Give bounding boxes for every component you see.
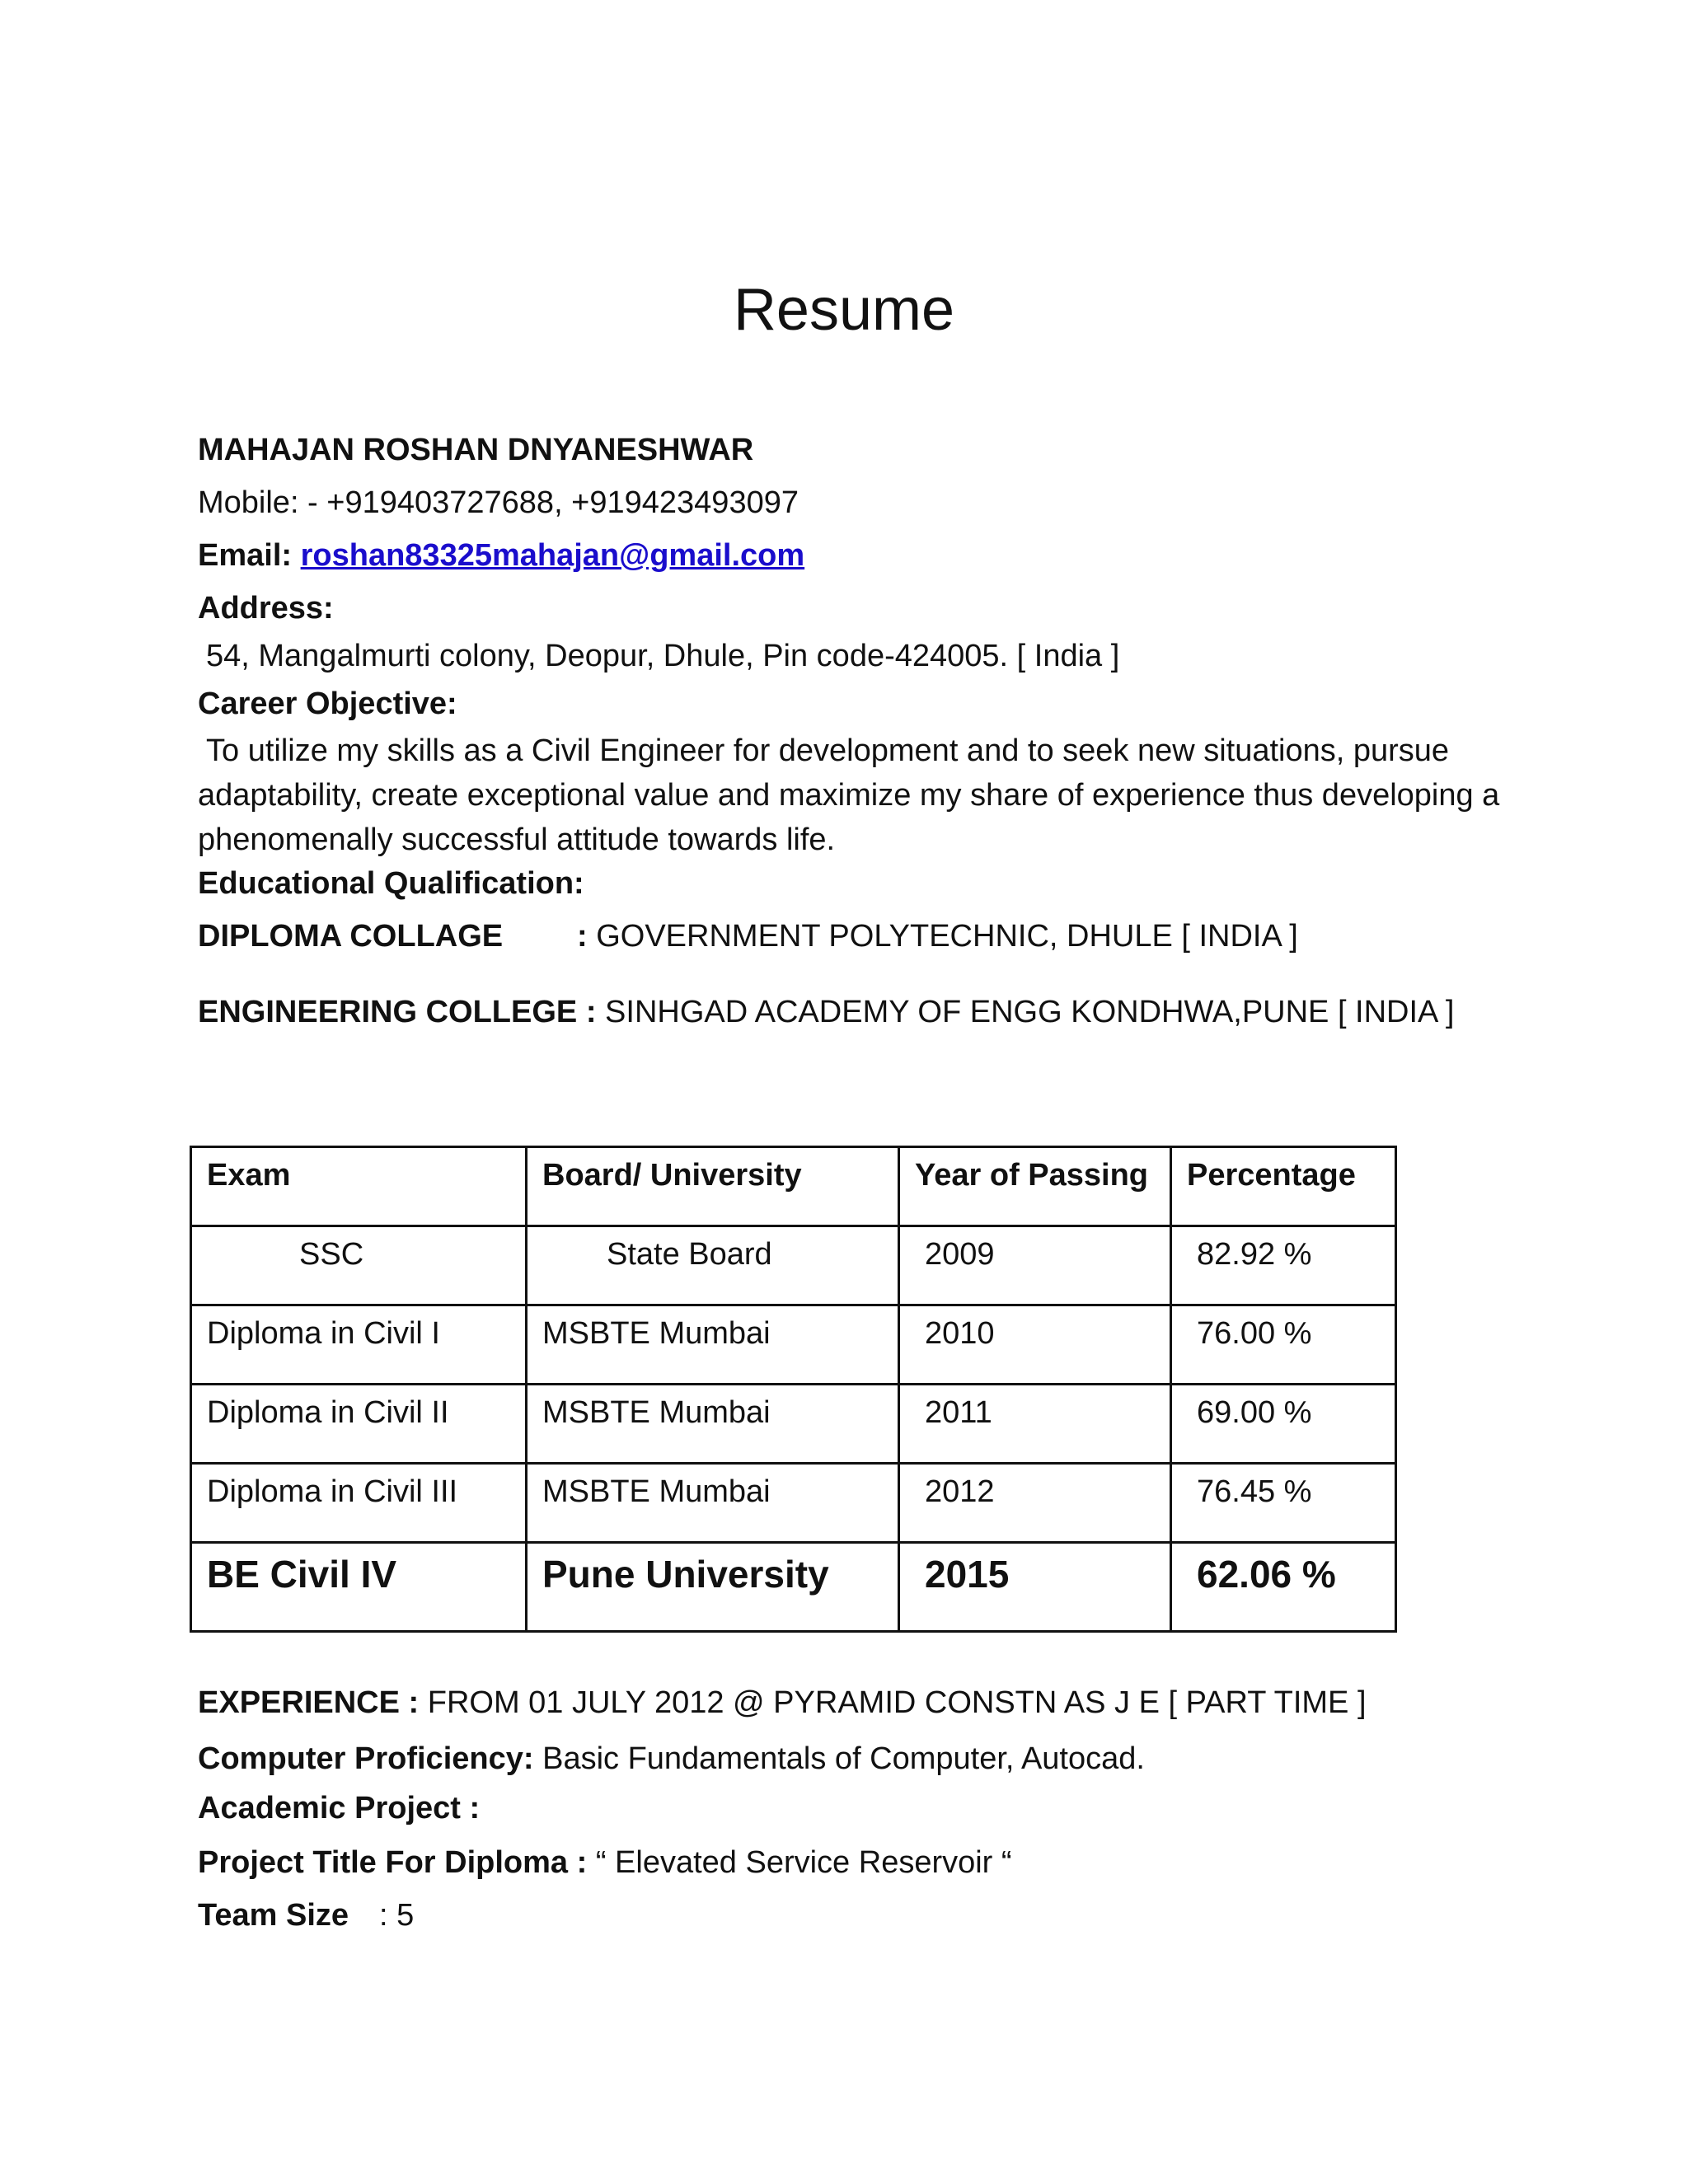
email-link[interactable]: roshan83325mahajan@gmail.com (300, 538, 805, 573)
computer-proficiency-line (198, 1741, 1145, 1779)
table-row (191, 1543, 1396, 1632)
cell-year: 2011 (925, 1395, 992, 1430)
engineering-college-label: ENGINEERING COLLEGE : (198, 995, 597, 1029)
team-size-label: Team Size (198, 1898, 349, 1933)
career-objective-text: To utilize my skills as a Civil Engineer for development and to seek new situations, pursue adaptability, create exceptional value and maximize my share of experience thus developing a phenomenally successful attitude towards life. (198, 733, 1500, 857)
table-row (191, 1305, 1396, 1385)
email-label: Email: (198, 538, 293, 573)
cell-exam: BE Civil IV (207, 1553, 397, 1596)
document-title: Resume (733, 277, 955, 343)
address-label: Address: (198, 591, 334, 626)
header-percentage: Percentage (1187, 1158, 1356, 1193)
diploma-college-label: DIPLOMA COLLAGE (198, 919, 504, 954)
cell-year: 2009 (925, 1237, 995, 1272)
header-exam: Exam (207, 1158, 291, 1193)
address-text: 54, Mangalmurti colony, Deopur, Dhule, Pin code-424005. [ India ] (206, 639, 1120, 673)
team-size-line (198, 1897, 414, 1935)
diploma-college-colon: : (577, 919, 588, 954)
engineering-college-value: SINHGAD ACADEMY OF ENGG KONDHWA,PUNE [ INDIA ] (605, 995, 1455, 1029)
cell-percentage: 76.45 % (1197, 1474, 1312, 1509)
cell-percentage: 82.92 % (1197, 1237, 1312, 1272)
computer-proficiency-label: Computer Proficiency: (198, 1741, 534, 1776)
experience-line (198, 1685, 1367, 1722)
cell-percentage: 62.06 % (1197, 1553, 1336, 1596)
cell-year: 2012 (925, 1474, 995, 1509)
table-row (191, 1464, 1396, 1543)
header-board: Board/ University (542, 1158, 802, 1193)
team-size-colon: : (379, 1898, 388, 1933)
cell-percentage: 76.00 % (1197, 1316, 1312, 1351)
cell-year: 2015 (925, 1553, 1010, 1596)
cell-board: MSBTE Mumbai (542, 1474, 771, 1509)
table-row (191, 1385, 1396, 1464)
cell-board: Pune University (542, 1553, 829, 1596)
education-table (190, 1146, 1397, 1633)
experience-value: FROM 01 JULY 2012 @ PYRAMID CONSTN AS J E [ PART TIME ] (427, 1685, 1367, 1720)
experience-label: EXPERIENCE : (198, 1685, 420, 1720)
email-line (198, 537, 804, 575)
table-row (191, 1226, 1396, 1305)
cell-exam: Diploma in Civil II (207, 1395, 449, 1430)
cell-exam: Diploma in Civil III (207, 1474, 458, 1509)
table-header-row (191, 1147, 1396, 1226)
cell-board: MSBTE Mumbai (542, 1316, 771, 1351)
diploma-college-value: GOVERNMENT POLYTECHNIC, DHULE [ INDIA ] (596, 919, 1298, 954)
cell-board: State Board (607, 1237, 772, 1272)
cell-percentage: 69.00 % (1197, 1395, 1312, 1430)
project-title-label: Project Title For Diploma : (198, 1845, 588, 1880)
engineering-college-line (198, 994, 1454, 1032)
cell-year: 2010 (925, 1316, 995, 1351)
computer-proficiency-value: Basic Fundamentals of Computer, Autocad. (542, 1741, 1145, 1776)
education-label: Educational Qualification: (198, 866, 584, 901)
diploma-college-line (198, 918, 1298, 956)
candidate-name: MAHAJAN ROSHAN DNYANESHWAR (198, 433, 754, 467)
career-objective-label: Career Objective: (198, 687, 457, 721)
team-size-value: 5 (396, 1898, 415, 1933)
project-title-value: “ Elevated Service Reservoir “ (595, 1845, 1012, 1880)
academic-project-label: Academic Project : (198, 1791, 481, 1825)
project-title-line (198, 1844, 1012, 1882)
cell-board: MSBTE Mumbai (542, 1395, 771, 1430)
mobile-numbers: Mobile: - +919403727688, +919423493097 (198, 485, 799, 520)
cell-exam: Diploma in Civil I (207, 1316, 440, 1351)
header-year: Year of Passing (915, 1158, 1149, 1193)
cell-exam: SSC (299, 1237, 364, 1272)
